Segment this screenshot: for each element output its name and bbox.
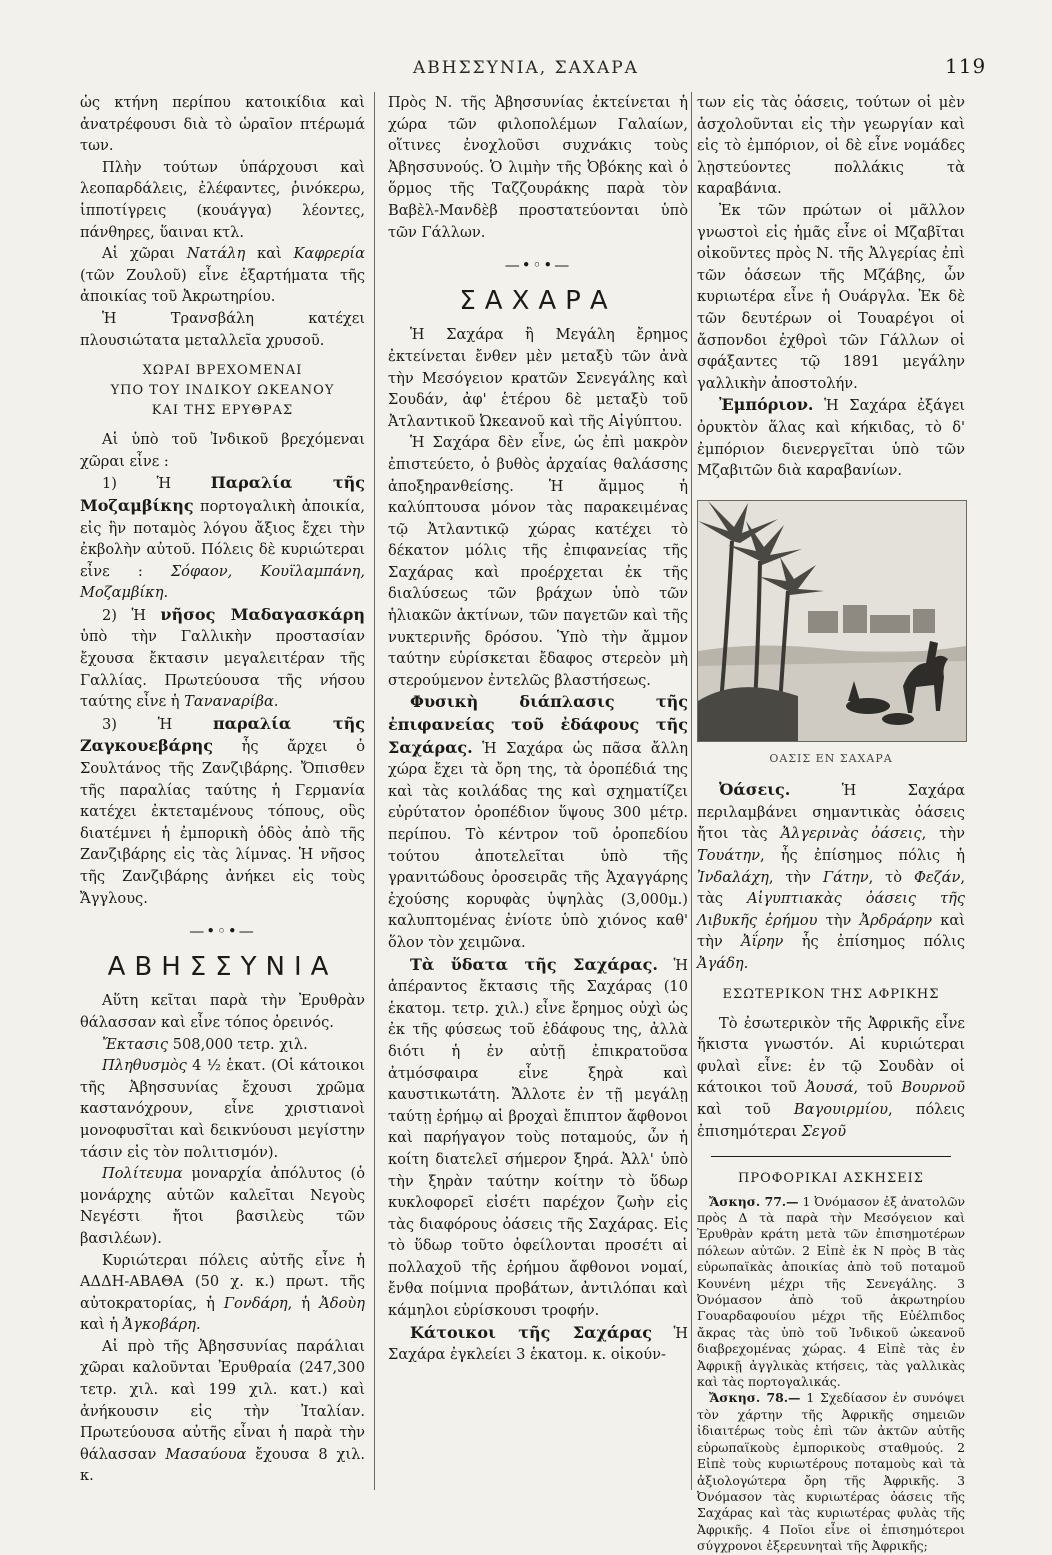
paragraph: Αὕτη κεῖται παρὰ τὴν Ἐρυθρὰν θάλασσαν καὶ εἶνε τόπος ὀρεινός. [80,992,365,1031]
paragraph [80,243,365,308]
column-rule-right [691,92,692,1490]
place-name: Γάτην [822,868,869,886]
subheading-line: ΚΑΙ ΤΗΣ ΕΡΥΘΡΑΣ [151,403,294,419]
text-run: , ἡ [287,1294,320,1312]
text-run: Ἡ Σαχάρα ἐγκλείει 3 ἑκατομ. κ. οἰκούν- [388,1324,688,1364]
text-run: καὶ ἡ [80,1316,123,1334]
place-name: Γονδάρη [223,1294,288,1312]
text-run: ὑπὸ τὴν Γαλλικὴν προστασίαν ἔχουσα ἔκτασιν μεγαλειτέραν τῆς Γαλλίας. Πρωτεύουσα τῆς νήσου ταύτης εἶνε ἡ [80,628,365,711]
place-name: Αἰγυπτιακὰς ὀάσεις τῆς Λιβυκῆς ἐρήμου [697,890,965,929]
text-run: ἧς ἐπίσημος πόλις [783,933,965,951]
exercise-item [697,1390,965,1554]
column-left [80,92,365,1487]
place-name: Ἀλγερινὰς ὀάσεις [780,825,922,843]
illustration-caption: ΟΑΣΙΣ ΕΝ ΣΑΧΑΡΑ [769,751,893,765]
text-run: Ἡ Σαχάρα ὡς πᾶσα ἄλλη χώρα ἔχει τὰ ὄρη της, τὰ ὀροπέδιά της καὶ τὰς κοιλάδας της καὶ σχηματίζει εὐρύτατον ὀροπέδιον ὕψους 300 μέτρ. περίπου. Τὸ κέντρον τοῦ ὀροπεδίου τούτου ἀποτελεῖται ὑπὸ τῆς γρανιτώδους ὀροσειρᾶς τῆς Ἀχαγγάρης ἐχούσης κορυφὰς ὑψηλὰς (3,000μ.) καλυπτομένας ἐνίοτε ὑπὸ χιόνος καθ' ὅλον τὸν χειμῶνα. [388,739,688,951]
exercises-heading: ΠΡΟΦΟΡΙΚΑΙ ΑΣΚΗΣΕΙΣ [738,1171,924,1187]
place-name: Τουάτην [697,847,760,865]
place-name: Καφρερία [293,245,365,263]
text-run: ἔχουσα 8 χιλ. κ. [80,1445,365,1485]
oasis-illustration [697,500,967,742]
text-run: 1 Σχεδίασον ἐν συνόψει τὸν χάρτην τῆς Ἀφρικῆς σημειῶν ἰδιαιτέρως τοὺς ἐπὶ τῶν ἀκτῶν αὐτῆς εὐρωπαϊκοὺς ἐμπορικοὺς σταθμούς. 2 Εἰπὲ τοὺς κυριωτέρους ποταμοὺς καὶ τὰ ἀξιολογώτερα ὄρη τῆς Ἀφρικῆς. 3 Ὀνόμασον τὰς κυριωτέρας ὀάσεις τῆς Σαχάρας καὶ τὰς κυριωτέρας φυλὰς τῆς Ἀφρικῆς. 4 Ποῖοι εἶνε οἱ ἐπισημότεροι σύγχρονοι ἐξερευνηταὶ τῆς Ἀφρικῆς; [697,1390,965,1554]
text-run: Αἱ χῶραι [102,245,187,263]
text-run: καὶ [245,245,294,263]
section-subheading [80,361,365,421]
text-run: , τοῦ [853,1079,902,1097]
paragraph [80,1250,365,1336]
paragraph: Αἱ ὑπὸ τοῦ Ἰνδικοῦ βρεχόμεναι χῶραι εἶνε : [80,431,365,470]
paragraph [80,1336,365,1487]
place-name: Σεγοῦ [801,1122,847,1140]
subheading-line: ΥΠΟ ΤΟΥ ΙΝΔΙΚΟΥ ΩΚΕΑΝΟΥ [110,383,335,399]
term-label: Ἔκτασις [102,1035,169,1053]
text-run: τὴν [817,911,860,929]
oasis-engraving [698,501,966,741]
place-name: Ἀΐρην [740,933,784,951]
lead-term: Ἐμπόριον. [719,395,814,415]
text-run: , τὴν [921,825,965,843]
place-name: Ἀγκοβάρη. [122,1316,201,1334]
section-heading: ΣΑΧΑΡΑ [459,285,617,316]
text-run: καὶ τὴν [697,911,965,951]
paragraph [80,604,365,713]
lead-term: Ὀάσεις. [719,780,791,800]
exercise-item [697,1194,965,1391]
paragraph [80,1163,365,1249]
place-name: Σόφαον, Κουϊλαμπάνη, Μοζαμβίκη. [80,562,365,602]
column-rule-left [374,92,375,1490]
paragraph: Ἐκ τῶν πρώτων οἱ μᾶλλον γνωστοὶ εἰς ἡμᾶς εἶνε οἱ Μζαβῖται οἰκοῦντες πρὸς Ν. τῆς Ἀλγερίας ἐπὶ τῶν ὀάσεων τῆς Μζάβης, ὧν κυριωτέρα εἶνε ἡ Ουάργλα. Ἐκ δὲ τῶν δευτέρων οἱ Τουαρέγοι οἱ ἄσπονδοι ἐχθροὶ τῶν Γάλλων οἱ σφάξαντες τῷ 1891 μεγάλην γαλλικὴν ἀποστολήν. [697,201,965,392]
text-run: ἧς ἄρχει ὁ Σουλτάνος τῆς Ζανζιβάρης. Ὄπισθεν τῆς παραλίας ταύτης ἡ Γερμανία κατέχει ἐκτεταμένους τόπους, οὓς διατέμνει ἡ ἐμπορικὴ ὁδὸς ἀπὸ τῆς Ζανζιβάρης εἰς τὰς λίμνας. Ἡ νῆσος τῆς Ζανζιβάρης ἀνήκει εἰς τοὺς Ἄγγλους. [80,738,365,907]
text-run: Ἡ Σαχάρα ἐξάγει ὀρυκτὸν ἅλας καὶ κήκιδας, τὸ δ' ἐμπόριον διενεργεῖται ὑπὸ τῶν Μζαβιτῶν διὰ καραβανίων. [697,397,965,480]
exercise-label: Ἄσκησ. 77.— [709,1193,799,1209]
term-label: Πολίτευμα [102,1165,183,1183]
paragraph: Πρὸς Ν. τῆς Ἀβησσυνίας ἐκτείνεται ἡ χώρα τῶν φιλοπολέμων Γαλαίων, οἵτινες ἐνοχλοῦσι συχνάκις τοὺς Ἀβησσυνούς. Ὁ λιμὴν τῆς Ὀβόκης καὶ ὁ ὅρμος τῆς Ταζζουράκης παρὰ τὸν Βαβὲλ-Μανδὲβ προστατεύονται ὑπὸ τῶν Γάλλων. [388,94,688,241]
lead-term: Παραλία τῆς Μοζαμβίκης [80,473,365,515]
text-run: 2) Ἡ [102,606,161,624]
text-run: , τὸ [868,868,914,886]
lead-term: παραλία τῆς Ζαγκουεβάρης [80,713,365,756]
place-name: Βαγουιρμίου [793,1101,889,1118]
column-right [697,92,965,1555]
paragraph: ὡς κτήνη περίπου κατοικίδια καὶ ἀνατρέφουσι διὰ τὸ ὡραῖον πτέρωμά των. [80,94,365,155]
ornament-divider: —•◦•— [504,256,572,275]
place-name: Βουρνοῦ [901,1079,965,1097]
place-name: Ἀγάδη. [697,955,749,973]
text-run: πορτογαλικὴ ἀποικία, εἰς ἣν ποταμὸς λόγου ἄξιος ἔχει τὴν ἐκβολὴν αὐτοῦ. Πόλεις δὲ κυριώτεραι εἶνε : [80,497,365,580]
text-run: (τῶν Ζουλοῦ) εἶνε ἐξαρτήματα τῆς ἀποικίας τοῦ Ἀκρωτηρίου. [80,266,365,306]
term-label: Πληθυσμὸς [102,1057,187,1075]
paragraph [388,1322,688,1366]
place-name: Νατάλη [186,245,246,263]
running-head: ΑΒΗΣΣΥΝΙΑ, ΣΑΧΑΡΑ [413,58,639,78]
section-heading: ΑΒΗΣΣΥΝΙΑ [107,951,338,982]
text-run: καὶ τοῦ [697,1101,794,1118]
lead-term: νῆσος Μαδαγασκάρη [160,604,365,624]
text-run: Αἱ πρὸ τῆς Ἀβησσυνίας παράλιαι χῶραι καλοῦνται Ἐρυθραία (247,300 τετρ. χιλ. καὶ 199 χιλ. κατ.) καὶ ἀνήκουσιν εἰς τὴν Ἰταλίαν. Πρωτεύουσα αὐτῆς εἶναι ἡ παρὰ τὴν θάλασσαν [80,1337,365,1463]
lead-term: Κάτοικοι τῆς Σαχάρας [410,1322,652,1342]
page-number: 119 [945,54,987,78]
place-name: Ἀουσά [805,1079,854,1097]
section-rule [711,1156,951,1157]
lead-term: Φυσικὴ διάπλασις τῆς ἐπιφανείας τοῦ ἐδάφους τῆς Σαχάρας. [388,692,688,757]
text-run: Ἡ ἀπέραντος ἔκτασις τῆς Σαχάρας (10 ἑκατομ. τετρ. χιλ.) εἶνε ἔρημος οὐχὶ ὡς ἐκ τῆς φύσεως τοῦ ἐδάφους της, ἀλλὰ διότι ἡ ἐν αὐτῇ ἐπικρατοῦσα ἀτμόσφαιρα εἶνε ξηρὰ καὶ καυστικωτάτη. Ἄλλοτε ἐν τῇ μεγάλῃ ταύτῃ ἐρήμῳ αἱ βροχαὶ ἔπιπτον ἄφθονοι καὶ παρήγαγον τοὺς ποταμούς, ὧν ἡ κοίτη διατελεῖ σήμερον ξηρά. Ἀλλ' ὑπὸ τὴν ξηρὰν ταύτην κοίτην τὸ ὕδωρ κυκλοφορεῖ εἰσέτι παρέχον ζωὴν εἰς τὰς διαφόρους ὀάσεις τῆς Σαχάρας. Εἰς τὸ ὕδωρ τοῦτο ὀφείλονται προσέτι αἱ πολλαχοῦ τῆς ἐρήμου ἄφθονοι νομαί, ἔνθα ποίμνια προβάτων, ἀντιλόπαι καὶ κάμηλοι εὑρίσκουσι τροφήν. [388,956,688,1320]
text-run: 1) Ἡ [102,475,211,493]
paragraph [697,779,965,974]
text-run: , πόλεις ἐπισημότεραι [697,1101,965,1140]
paragraph: Πλὴν τούτων ὑπάρχουσι καὶ λεοπαρδάλεις, ἐλέφαντες, ῥινόκερω, ἱπποτίγρεις (κουάγγα) λέοντες, πάνθηρες, ὕαιναι κτλ. [80,158,365,241]
subheading-line: ΧΩΡΑΙ ΒΡΕΧΟΜΕΝΑΙ [142,363,303,379]
section-subheading: ΕΣΩΤΕΡΙΚΟΝ ΤΗΣ ΑΦΡΙΚΗΣ [722,986,940,1002]
text-run: 1 Ὀνόμασον ἐξ ἀνατολῶν πρὸς Δ τὰ παρὰ τὴν Μεσόγειον καὶ Ἐρυθρὰν κράτη μετὰ τῶν ἐπισημοτέρων πόλεων αὐτῶν. 2 Εἰπὲ ἐκ Ν πρὸς Β τὰς εὐρωπαϊκὰς ἀποικίας ἀπὸ τοῦ ποταμοῦ Κουνένη μέχρι τῆς Σενεγάλης. 3 Ὀνόμασον ἀπὸ τοῦ ἀκρωτηρίου Γουαρδαφουίου μέχρι τῆς Εὐέλπιδος ἄκρας τὰς ὑπὸ τοῦ Ἰνδικοῦ ὠκεανοῦ διαβρεχομένας χώρας. 4 Εἰπὲ τὰς ἐν Ἀφρικῇ ἀγγλικὰς κτήσεις, τὰς γαλλικὰς καὶ τὰς πορτογαλικάς. [697,1193,965,1390]
place-name: Ἀδοὺη [319,1294,365,1312]
text-run: Κυριώτεραι πόλεις αὐτῆς εἶνε ἡ ΑΔΔΗ-ΑΒΑΘΑ (50 χ. κ.) πρωτ. τῆς αὐτοκρατορίας, ἡ [80,1251,365,1312]
text-run: 3) Ἡ [102,715,213,733]
lead-term: Τὰ ὕδατα τῆς Σαχάρας. [410,954,658,974]
paragraph: των εἰς τὰς ὀάσεις, τούτων οἱ μὲν ἀσχολοῦνται εἰς τὴν γεωργίαν καὶ εἰς τὸ ἐμπόριον, οἱ δὲ εἶνε νομάδες λῃστεύοντες πολλάκις τὰ καραβάνια. [697,94,965,198]
paragraph [388,691,688,953]
text-run: , τὴν [768,868,823,886]
text-run: , τὰς [697,868,966,908]
paragraph: Ἡ Τρανσβάλη κατέχει πλουσιώτατα μεταλλεῖα χρυσοῦ. [80,309,365,349]
place-name: Φεζάν [913,868,961,886]
paragraph [388,954,688,1322]
paragraph [80,713,365,909]
column-middle [388,92,688,1366]
exercise-label: Ἄσκησ. 78.— [709,1390,801,1406]
text-run: Ἡ Σαχάρα περιλαμβάνει σημαντικὰς ὀάσεις ἤτοι τὰς [697,782,965,843]
exercises-block [697,1171,965,1554]
paragraph [80,1055,365,1163]
place-name: Μασαύουα [165,1445,247,1463]
paragraph [80,472,365,604]
paragraph: Ἡ Σαχάρα δὲν εἶνε, ὡς ἐπὶ μακρὸν ἐπιστεύετο, ὁ βυθὸς ἀρχαίας θαλάσσης ἀποξηρανθείσης. Ἡ ἄμμος ἡ καλύπτουσα μόνον τὰς παρακειμένας τῷ Ἀτλαντικῷ χώρας κατέχει τὸ δέκατον μόλις τῆς ἐπιφανείας τῆς Σαχάρας καὶ προέρχεται ἐκ τῆς διαλύσεως τῶν βράχων ὑπὸ τῶν ἡλιακῶν ἀκτίνων, τῶν παγετῶν καὶ τῆς νυκτερινῆς δρόσου. Ὑπὸ τὴν ἄμμον ταύτην εὑρίσκεται ἔδαφος στερεὸν μὴ στερούμενον ἐντελῶς βλαστήσεως. [388,434,688,689]
text-run: μοναρχία ἀπόλυτος (ὁ μονάρχης αὐτῶν καλεῖται Νεγοὺς Νεγέστι ἤτοι βασιλεὺς τῶν βασιλέων). [80,1165,365,1247]
text-run: 4 ½ ἑκατ. (Οἱ κάτοικοι τῆς Ἀβησσυνίας ἔχουσι χρῶμα καστανόχρουν, εἶνε χριστιανοὶ μονοφυσῖται καὶ δεικνύουσι μεγίστην τάσιν εἰς τὸν πολιτισμόν). [80,1057,365,1161]
paragraph: Ἡ Σαχάρα ἢ Μεγάλη ἔρημος ἐκτείνεται ἔνθεν μὲν μεταξὺ τῶν ἀνὰ τὴν Μεσόγειον κρατῶν Σενεγάλης καὶ Σουδάν, ἀφ' ἑτέρου δὲ μεταξὺ τοῦ Ἀτλαντικοῦ Ὠκεανοῦ καὶ τῆς Αἰγύπτου. [388,326,688,430]
paragraph [80,1034,365,1056]
place-name: Ἰνδαλάχη [697,868,769,886]
paragraph [697,394,965,481]
paragraph [697,1013,965,1143]
place-name: Ταναναρίβα. [184,693,279,711]
text-run: , ἧς ἐπίσημος πόλις ἡ [759,847,965,865]
ornament-divider: —•◦•— [189,922,256,941]
text-run: 508,000 τετρ. χιλ. [168,1035,308,1053]
text-run: Τὸ ἐσωτερικὸν τῆς Ἀφρικῆς εἶνε ἥκιστα γνωστόν. Αἱ κυριώτεραι φυλαὶ εἶνε: ἐν τῷ Σουδὰν οἱ κάτοικοι τοῦ [697,1014,965,1097]
place-name: Ἀρδράρην [859,911,933,929]
